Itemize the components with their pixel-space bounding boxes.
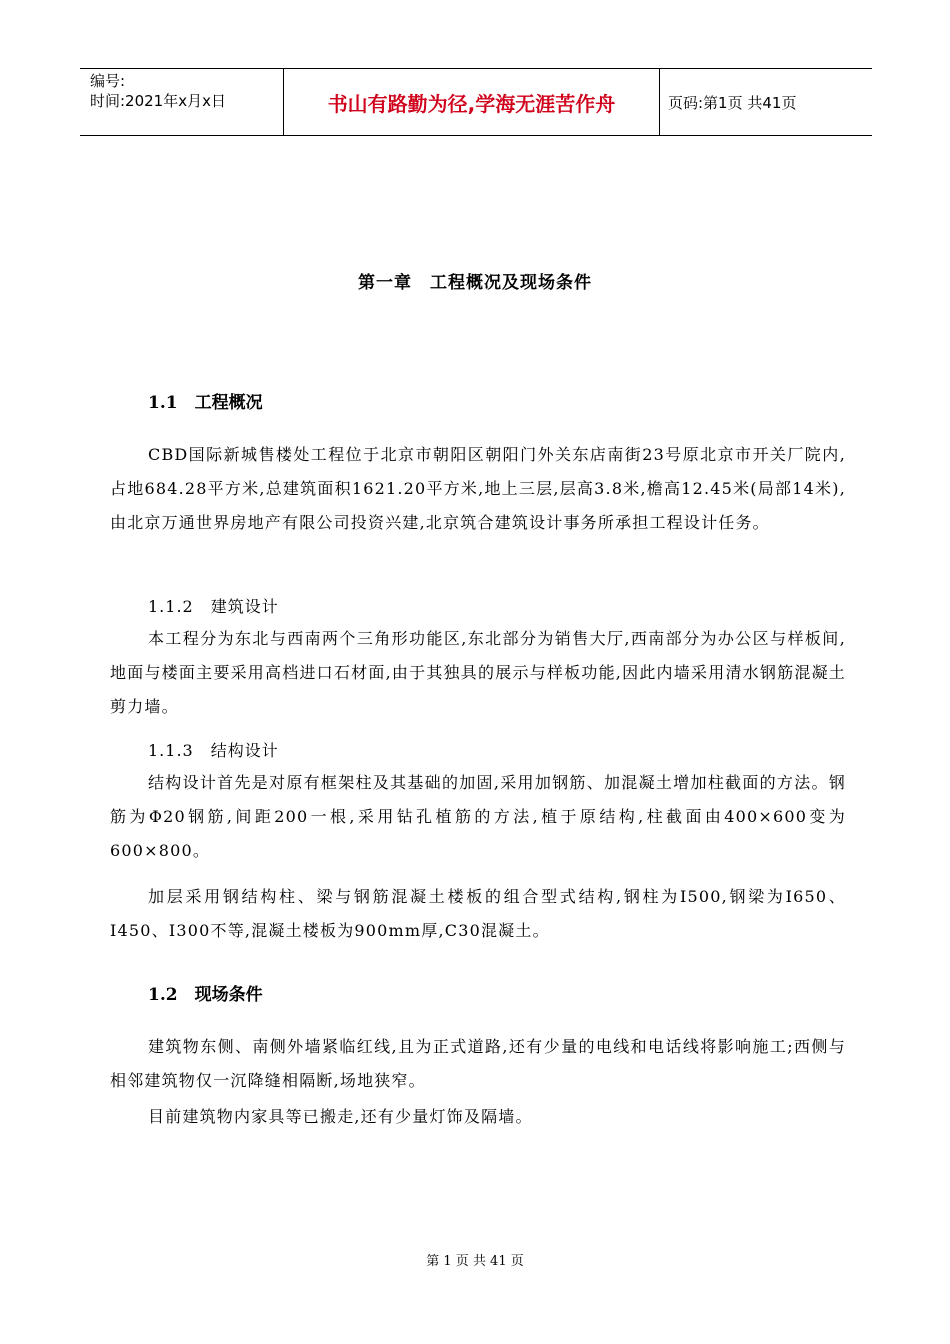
paragraph: CBD国际新城售楼处工程位于北京市朝阳区朝阳门外关东店南街23号原北京市开关厂院内,占地684.28平方米,总建筑面积1621.20平方米,地上三层,层高3.8米,檐高12.45米(局部14米),由北京万通世界房地产有限公司投资兴建,北京筑合建筑设计事务所承担工程设计任务。: [110, 445, 846, 532]
subsection-heading-1-1-2: 1.1.2 建筑设计: [148, 597, 279, 616]
paragraph: 目前建筑物内家具等已搬走,还有少量灯饰及隔墙。: [148, 1107, 533, 1126]
date-label: 时间:2021年x月x日: [90, 92, 226, 110]
section-heading-1-2: 1.2 现场条件: [148, 985, 263, 1005]
section-heading-1-1: 1.1 工程概况: [148, 393, 263, 413]
paragraph: 本工程分为东北与西南两个三角形功能区,东北部分为销售大厅,西南部分为办公区与样板间,地面与楼面主要采用高档进口石材面,由于其独具的展示与样板功能,因此内墙采用清水钢筋混凝土剪力墙。: [110, 629, 846, 716]
paragraph: 加层采用钢结构柱、梁与钢筋混凝土楼板的组合型式结构,钢柱为I500,钢梁为I650、I450、I300不等,混凝土楼板为900mm厚,C30混凝土。: [110, 887, 846, 940]
subsection-heading-1-1-3: 1.1.3 结构设计: [148, 741, 279, 760]
paragraph: 结构设计首先是对原有框架柱及其基础的加固,采用加钢筋、加混凝土增加柱截面的方法。钢筋为Φ20钢筋,间距200一根,采用钻孔植筋的方法,植于原结构,柱截面由400×600变为600×800。: [110, 773, 846, 860]
number-label: 编号:: [90, 72, 126, 90]
header-motto: 书山有路勤为径,学海无涯苦作舟: [284, 69, 660, 135]
paragraph: 建筑物东侧、南侧外墙紧临红线,且为正式道路,还有少量的电线和电话线将影响施工;西侧与相邻建筑物仅一沉降缝相隔断,场地狭窄。: [110, 1037, 846, 1090]
page-header: [80, 68, 872, 136]
header-page-label: 页码:第1页 共41页: [668, 93, 797, 112]
page-footer: 第 1 页 共 41 页: [426, 1254, 524, 1269]
header-meta: [80, 69, 284, 135]
chapter-title: 第一章 工程概况及现场条件: [358, 273, 592, 293]
